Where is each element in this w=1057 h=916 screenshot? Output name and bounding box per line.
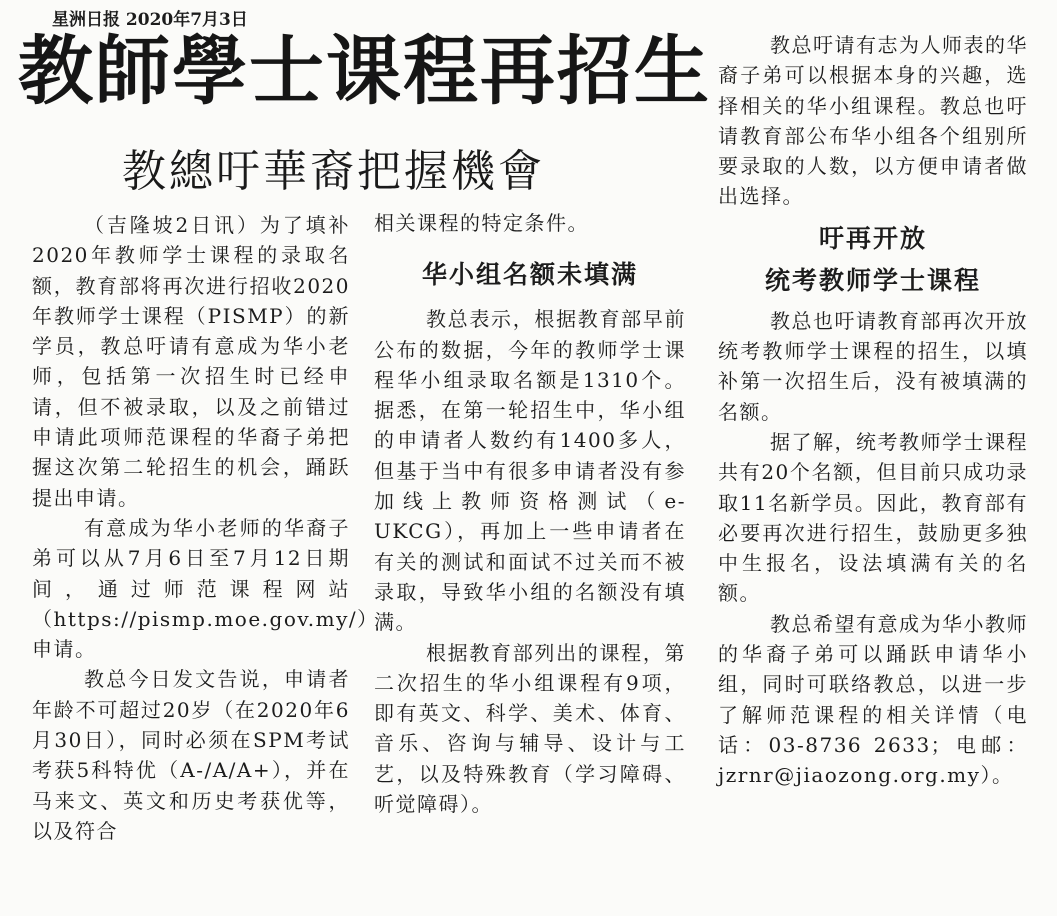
section-heading-line-2: 统考教师学士课程 — [764, 265, 981, 295]
paragraph: 教总也吁请教育部再次开放统考教师学士课程的招生，以填补第一次招生后，没有被填满的名额。 — [718, 308, 1028, 424]
paragraph-continuation: 相关课程的特定条件。 — [374, 211, 589, 235]
paragraph: 教总今日发文告说，申请者年龄不可超过20岁（在2020年6月30日），同时必须在SPM考试考获5科特优（A-/A/A+），并在马来文、英文和历史考获优等，以及符合 — [32, 667, 350, 843]
paragraph: （吉隆坡2日讯）为了填补2020年教师学士课程的录取名额，教育部将再次进行招收2020年教师学士课程（PISMP）的新学员，教总吁请有意成为华小老师，包括第一次招生时已经申请，但不被录取，以及之前错过申请此项师范课程的华裔子弟把握这次第二轮招生的机会，踊跃提出申请。 — [32, 213, 350, 510]
subheadline: 教總吁華裔把握機會 — [122, 146, 545, 197]
paragraph: 教总吁请有志为人师表的华裔子弟可以根据本身的兴趣，选择相关的华小组课程。教总也吁请教育部公布华小组各个组别所要录取的人数，以方便申请者做出选择。 — [718, 33, 1028, 209]
paragraph: 教总希望有意成为华小教师的华裔子弟可以踊跃申请华小组，同时可联络教总，以进一步了解师范课程的相关详情（电话：03-8736 2633；电邮：jzrnr@jiaozong.org.my）。 — [718, 611, 1028, 788]
article-column-2 — [374, 208, 686, 819]
section-heading-line-1: 吁再开放 — [818, 223, 927, 253]
paragraph: 有意成为华小老师的华裔子弟可以从7月6日至7月12日期间，通过师范课程网站（https://pismp.moe.gov.my/）申请。 — [32, 515, 379, 662]
paragraph: 根据教育部列出的课程，第二次招生的华小组课程有9项，即有英文、科学、美术、体育、音乐、咨询与辅导、设计与工艺，以及特殊教育（学习障碍、听觉障碍）。 — [374, 640, 686, 817]
section-heading: 华小组名额未填满 — [421, 260, 638, 290]
article-column-3 — [718, 30, 1028, 791]
article-column-1 — [32, 210, 379, 846]
masthead-date: 星洲日报 2020年7月3日 — [52, 10, 248, 30]
headline: 教師學士课程再招生 — [18, 27, 712, 115]
paragraph: 据了解，统考教师学士课程共有20个名额，但目前只成功录取11名新学员。因此，教育部有必要再次进行招生，鼓励更多独中生报名，设法填满有关的名额。 — [718, 429, 1028, 606]
paragraph: 教总表示，根据教育部早前公布的数据，今年的教师学士课程华小组录取名额是1310个。据悉，在第一轮招生中，华小组的申请者人数约有1400多人，但基于当中有很多申请者没有参加线上教师资格测试（e-UKCG），再加上一些申请者在有关的测试和面试不过关而不被录取，导致华小组的名额没有填满。 — [374, 307, 686, 635]
